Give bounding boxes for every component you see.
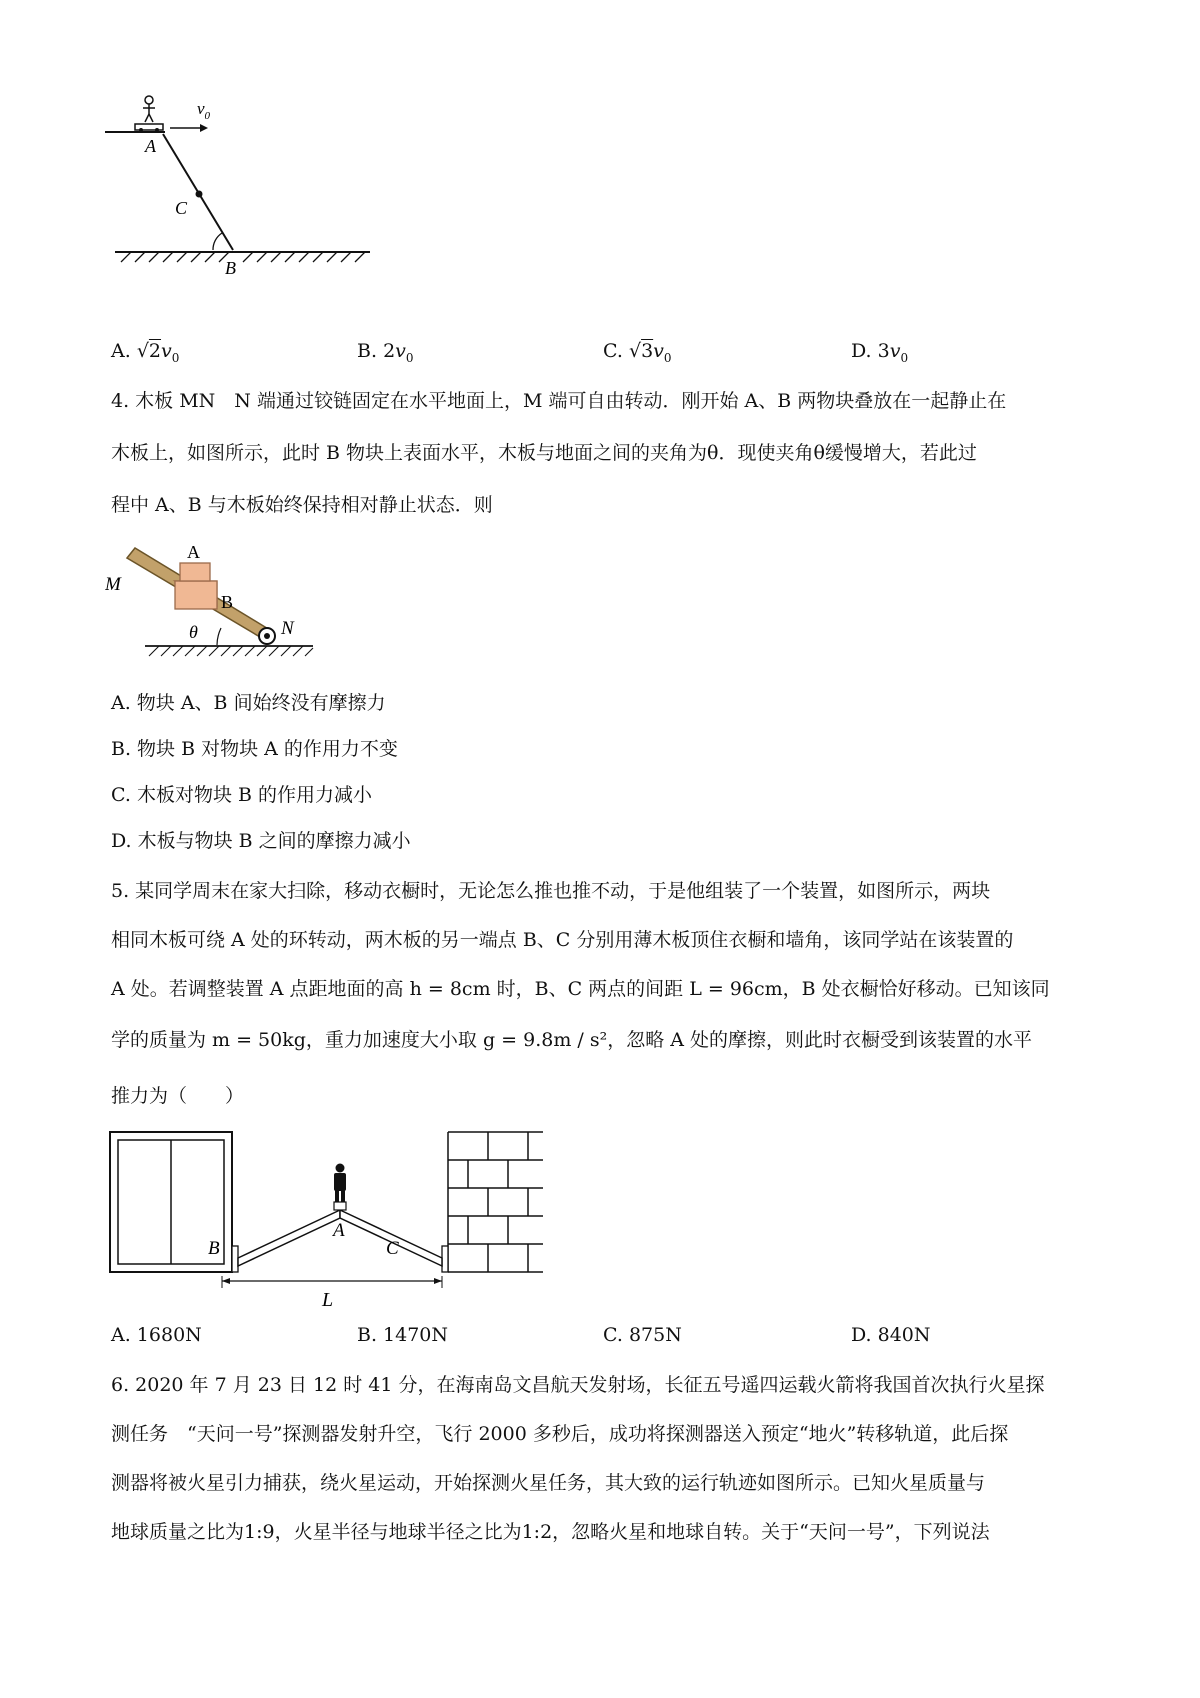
q4-stem-line-3: 程中 A、B 与木板始终保持相对静止状态．则 bbox=[111, 494, 493, 516]
q5-stem-line-3: A 处。若调整装置 A 点距地面的高 h = 8cm 时，B、C 两点的间距 L = 96cm，B 处衣橱恰好移动。已知该同 bbox=[111, 978, 1050, 1000]
q6-stem-line-2: 测任务 “天问一号”探测器发射升空，飞行 2000 多秒后，成功将探测器送入预定“地火”转移轨道，此后探 bbox=[111, 1423, 1009, 1445]
q6-stem-line-3: 测器将被火星引力捕获，绕火星运动，开始探测火星任务，其大致的运行轨迹如图所示。已知火星质量与 bbox=[111, 1472, 986, 1494]
label-theta: θ bbox=[189, 622, 198, 642]
label-b: B bbox=[225, 258, 236, 278]
q5-option-c[interactable]: C. 875N bbox=[603, 1324, 682, 1346]
person-icon bbox=[143, 96, 155, 122]
q5-option-d[interactable]: D. 840N bbox=[851, 1324, 931, 1346]
label-b: B bbox=[221, 592, 234, 612]
point-c bbox=[196, 191, 203, 198]
label-c: C bbox=[386, 1238, 399, 1259]
block-a bbox=[180, 563, 210, 581]
q3-option-a[interactable]: A. $√2v_0$ bbox=[111, 340, 180, 365]
q4-option-d[interactable]: D. 木板与物块 B 之间的摩擦力减小 bbox=[111, 830, 411, 852]
label-n: N bbox=[281, 618, 294, 639]
q5-stem-line-2: 相同木板可绕 A 处的环转动，两木板的另一端点 B、C 分别用薄木板顶住衣橱和墙角，该同学站在该装置的 bbox=[111, 929, 1014, 951]
q5-figure bbox=[108, 1126, 548, 1306]
brick-wall bbox=[448, 1132, 543, 1272]
q3-option-c[interactable]: C. $√3v_0$ bbox=[603, 340, 672, 365]
label-b: B bbox=[208, 1238, 220, 1259]
q6-stem-line-1: 6. 2020 年 7 月 23 日 12 时 41 分，在海南岛文昌航天发射场，长征五号遥四运载火箭将我国首次执行火星探 bbox=[111, 1374, 1045, 1396]
label-c: C bbox=[175, 198, 188, 218]
q3-option-b[interactable]: B. $2v_0$ bbox=[357, 340, 414, 365]
person-icon bbox=[334, 1164, 346, 1203]
q5-stem-line-4: 学的质量为 m = 50kg，重力加速度大小取 g = 9.8m / s²，忽略 A 处的摩擦，则此时衣橱受到该装置的水平 bbox=[111, 1029, 1032, 1051]
label-l: L bbox=[322, 1289, 334, 1306]
block-b bbox=[175, 581, 217, 609]
label-a: A bbox=[187, 542, 200, 562]
q6-stem-line-4: 地球质量之比为1:9，火星半径与地球半径之比为1:2，忽略火星和地球自转。关于“天问一号”，下列说法 bbox=[111, 1521, 990, 1543]
q5-option-a[interactable]: A. 1680N bbox=[111, 1324, 202, 1346]
q4-option-b[interactable]: B. 物块 B 对物块 A 的作用力不变 bbox=[111, 738, 398, 760]
label-a: A bbox=[333, 1220, 345, 1241]
q3-option-d[interactable]: D. $3v_0$ bbox=[851, 340, 909, 365]
q4-figure bbox=[105, 528, 325, 668]
q5-option-b[interactable]: B. 1470N bbox=[357, 1324, 449, 1346]
v0-label: $v_0$ bbox=[197, 99, 211, 122]
q4-option-a[interactable]: A. 物块 A、B 间始终没有摩擦力 bbox=[111, 692, 386, 714]
q3-figure bbox=[105, 90, 395, 290]
label-m: M bbox=[105, 574, 121, 595]
q4-stem-line-2: 木板上，如图所示，此时 B 物块上表面水平，木板与地面之间的夹角为θ．现使夹角θ缓慢增大，若此过 bbox=[111, 442, 977, 464]
q5-stem-line-1: 5. 某同学周末在家大扫除，移动衣橱时，无论怎么推也推不动，于是他组装了一个装置，如图所示，两块 bbox=[111, 880, 991, 902]
label-a: A bbox=[145, 136, 156, 156]
q5-stem-line-5: 推力为（ ） bbox=[111, 1085, 245, 1107]
q4-stem-line-1: 4. 木板 MN N 端通过铰链固定在水平地面上，M 端可自由转动．刚开始 A、B 两物块叠放在一起静止在 bbox=[111, 390, 1007, 412]
q4-option-c[interactable]: C. 木板对物块 B 的作用力减小 bbox=[111, 784, 372, 806]
